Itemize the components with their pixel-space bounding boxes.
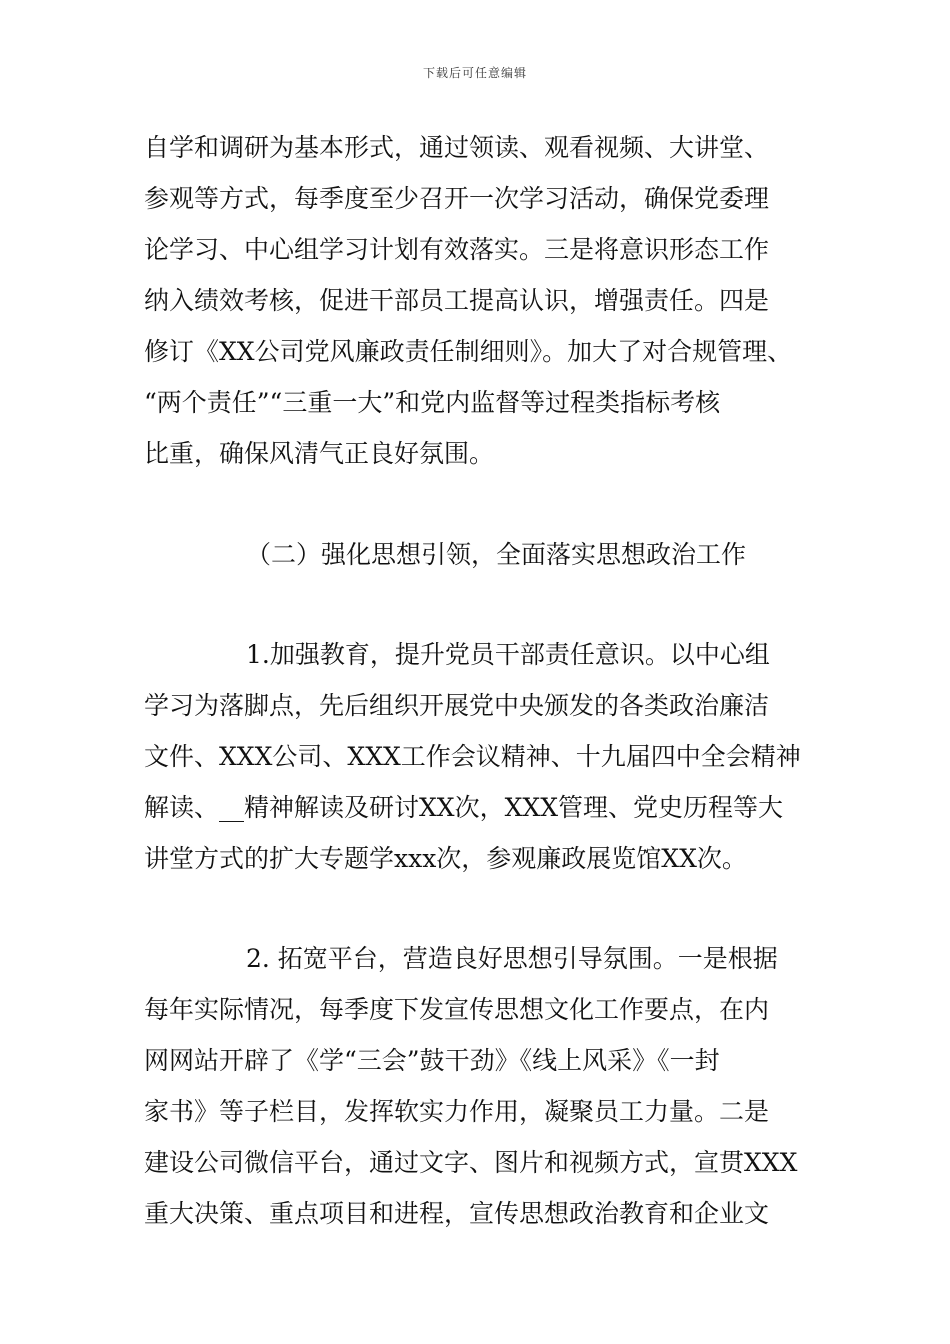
text-line: 学习为落脚点，先后组织开展党中央颁发的各类政治廉洁 (144, 691, 770, 720)
text-line: 比重，确保风清气正良好氛围。 (144, 439, 495, 468)
text-line: 论学习、中心组学习计划有效落实。三是将意识形态工作 (144, 235, 770, 264)
text-line: 建设公司微信平台，通过文字、图片和视频方式，宣贯XXX (144, 1148, 798, 1177)
text-line: 家书》等子栏目，发挥软实力作用，凝聚员工力量。二是 (144, 1097, 770, 1126)
text-line: 文件、XXX公司、XXX工作会议精神、十九届四中全会精神 (144, 742, 801, 771)
text-line: 重大决策、重点项目和进程，宣传思想政治教育和企业文 (144, 1199, 770, 1228)
text-line: 讲堂方式的扩大专题学xxx次，参观廉政展览馆XX次。 (144, 844, 747, 873)
text-line: 解读、__精神解读及研讨XX次，XXX管理、党史历程等大 (144, 793, 783, 822)
text-line: 修订《XX公司党风廉政责任制细则》。加大了对合规管理、 (144, 337, 793, 366)
text-line: 2. 拓宽平台，营造良好思想引导氛围。一是根据 (246, 944, 778, 973)
text-line: 1.加强教育，提升党员干部责任意识。以中心组 (246, 640, 770, 669)
page-header: 下载后可任意编辑 (422, 66, 527, 80)
text-line: 纳入绩效考核，促进干部员工提高认识，增强责任。四是 (144, 286, 770, 315)
text-line: 每年实际情况，每季度下发宣传思想文化工作要点，在内 (144, 995, 770, 1024)
text-line: 参观等方式，每季度至少召开一次学习活动，确保党委理 (144, 184, 770, 213)
text-line: “两个责任”“三重一大”和党内监督等过程类指标考核 (144, 388, 721, 417)
text-line: 网网站开辟了《学“三会”鼓干劲》《线上风采》《一封 (144, 1046, 720, 1075)
text-line: 自学和调研为基本形式，通过领读、观看视频、大讲堂、 (144, 133, 770, 162)
section-heading: （二）强化思想引领，全面落实思想政治工作 (246, 540, 747, 569)
